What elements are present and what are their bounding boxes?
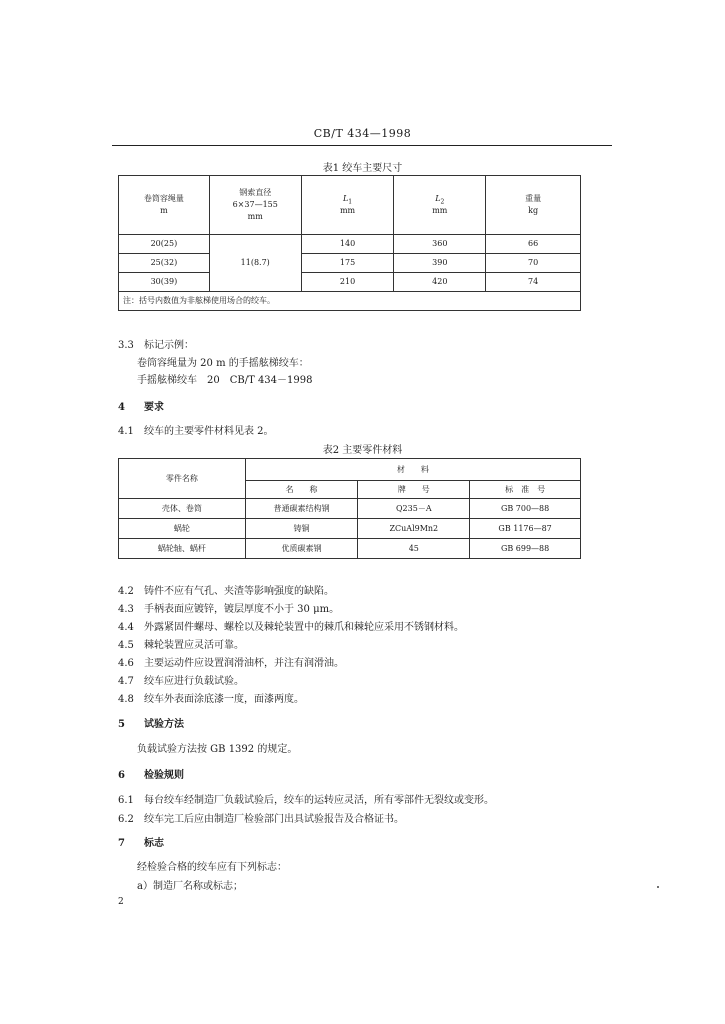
section-number: 5 — [118, 719, 125, 730]
section-6-2 — [118, 810, 404, 825]
section-3-3 — [118, 336, 194, 351]
table-row — [119, 273, 581, 292]
scan-speck — [657, 886, 659, 888]
cell-capacity: 30(39) — [119, 273, 210, 292]
marking-example: 手摇舷梯绞车 20 CB/T 434－1998 — [137, 375, 313, 386]
table2 — [118, 458, 581, 559]
header-label: 钢索直径 — [239, 188, 272, 197]
cell-material-name: 铸铜 — [245, 519, 358, 539]
cell-part: 蜗轮轴、蜗杆 — [119, 539, 246, 559]
cell-grade: ZCuAl9Mn2 — [358, 519, 470, 539]
section-number: 4.4 — [118, 622, 134, 633]
header-label: 卷筒容绳量 — [143, 194, 184, 203]
table2-header-grade: 牌 号 — [358, 481, 470, 499]
section-text: 棘轮装置应灵活可靠。 — [144, 640, 244, 651]
section-text: 外露紧固件螺母、螺栓以及棘轮装置中的棘爪和棘轮应采用不锈钢材料。 — [144, 622, 464, 633]
table1-header-l1 — [301, 176, 394, 235]
header-unit: mm — [432, 206, 448, 215]
section-5 — [118, 715, 184, 730]
section-number: 3.3 — [118, 340, 134, 351]
section-title: 标志 — [144, 838, 164, 849]
cell-standard: GB 700—88 — [470, 499, 581, 519]
cell-grade: Q235－A — [358, 499, 470, 519]
table-row — [119, 254, 581, 273]
cell-material-name: 普通碳素结构钢 — [245, 499, 358, 519]
section-4 — [118, 398, 164, 413]
cell-grade: 45 — [358, 539, 470, 559]
section-title: 检验规则 — [144, 770, 184, 781]
cell-weight: 74 — [486, 273, 581, 292]
header-unit: mm — [247, 212, 263, 221]
cell-part: 壳体、卷筒 — [119, 499, 246, 519]
section-number: 4.1 — [118, 426, 134, 437]
table2-header-part: 零件名称 — [119, 459, 246, 499]
table1-title: 表1 绞车主要尺寸 — [322, 163, 403, 174]
section-4-7 — [118, 672, 244, 687]
table-row — [119, 235, 581, 254]
cell-rope-diameter: 11(8.7) — [209, 235, 301, 292]
section-title: 要求 — [144, 402, 164, 413]
header-label — [302, 193, 394, 205]
section-text: 绞车外表面涂底漆一度，面漆两度。 — [144, 694, 304, 705]
section-4-8 — [118, 690, 304, 705]
section-number: 4 — [118, 402, 125, 413]
section-number: 7 — [118, 838, 125, 849]
cell-l2: 390 — [394, 254, 486, 273]
table-row — [119, 539, 581, 559]
cell-l2: 420 — [394, 273, 486, 292]
section-number: 4.6 — [118, 658, 134, 669]
l-subscript: 2 — [440, 198, 445, 206]
section-7 — [118, 834, 164, 849]
table1-header-weight — [486, 176, 581, 235]
header-unit: kg — [528, 206, 539, 215]
section-text: 每台绞车经制造厂负载试验后，绞车的运转应灵活，所有零部件无裂纹或变形。 — [144, 795, 494, 806]
test-method-text: 负载试验方法按 GB 1392 的规定。 — [137, 744, 298, 755]
header-label: 重量 — [525, 194, 542, 203]
section-number: 4.7 — [118, 676, 134, 687]
marking-item-a: a）制造厂名称或标志； — [137, 881, 243, 892]
marking-intro: 经检验合格的绞车应有下列标志： — [137, 862, 287, 873]
section-text: 铸件不应有气孔、夹渣等影响强度的缺陷。 — [144, 586, 334, 597]
cell-capacity: 20(25) — [119, 235, 210, 254]
table1-header-capacity — [119, 176, 210, 235]
header-rule — [112, 145, 612, 146]
table2-header-material: 材 料 — [245, 459, 580, 481]
header-unit: mm — [339, 206, 356, 215]
l-symbol: L — [342, 194, 349, 203]
cell-l1: 210 — [301, 273, 394, 292]
table2-title: 表2 主要零件材料 — [322, 445, 403, 456]
section-4-3 — [118, 600, 339, 615]
table1-header-rope — [209, 176, 301, 235]
section-6 — [118, 766, 184, 781]
table1-note: 注：括号内数值为非舷梯使用场合的绞车。 — [119, 292, 581, 311]
table-row — [119, 519, 581, 539]
section-4-4 — [118, 618, 464, 633]
section-number: 4.5 — [118, 640, 134, 651]
page-number: 2 — [118, 897, 124, 907]
section-text: 绞车应进行负载试验。 — [144, 676, 244, 687]
l-symbol: L — [435, 194, 441, 203]
cell-material-name: 优质碳素钢 — [245, 539, 358, 559]
section-number: 4.8 — [118, 694, 134, 705]
section-title: 标记示例： — [144, 340, 194, 351]
cell-l1: 175 — [301, 254, 394, 273]
section-number: 6.2 — [118, 814, 134, 825]
table-row — [119, 499, 581, 519]
section-4-5 — [118, 636, 244, 651]
cell-weight: 66 — [486, 235, 581, 254]
section-title: 试验方法 — [144, 719, 184, 730]
section-number: 4.2 — [118, 586, 134, 597]
table2-header-name: 名 称 — [245, 481, 358, 499]
cell-standard: GB 1176—87 — [470, 519, 581, 539]
header-spec: 6×37—155 — [232, 200, 278, 209]
section-text: 绞车完工后应由制造厂检验部门出具试验报告及合格证书。 — [144, 814, 404, 825]
section-number: 6 — [118, 770, 125, 781]
table1-header-l2 — [394, 176, 486, 235]
standard-code-header: CB/T 434—1998 — [313, 127, 412, 140]
table2-header-standard: 标 准 号 — [470, 481, 581, 499]
section-text: 主要运动件应设置润滑油杯，并注有润滑油。 — [144, 658, 344, 669]
cell-weight: 70 — [486, 254, 581, 273]
l-subscript: 1 — [348, 198, 353, 206]
header-label — [394, 193, 485, 205]
section-6-1 — [118, 791, 494, 806]
table1 — [118, 175, 581, 311]
cell-capacity: 25(32) — [119, 254, 210, 273]
section-number: 6.1 — [118, 795, 134, 806]
section-4-1 — [118, 422, 274, 437]
cell-l1: 140 — [301, 235, 394, 254]
cell-l2: 360 — [394, 235, 486, 254]
section-text: 手柄表面应镀锌，镀层厚度不小于 30 μm。 — [144, 604, 340, 615]
section-text: 绞车的主要零件材料见表 2。 — [144, 426, 274, 437]
marking-example-desc: 卷筒容绳量为 20 m 的手摇舷梯绞车： — [137, 358, 309, 369]
section-4-6 — [118, 654, 344, 669]
header-unit: m — [160, 206, 168, 215]
section-number: 4.3 — [118, 604, 134, 615]
section-4-2 — [118, 582, 334, 597]
cell-standard: GB 699—88 — [470, 539, 581, 559]
cell-part: 蜗轮 — [119, 519, 246, 539]
